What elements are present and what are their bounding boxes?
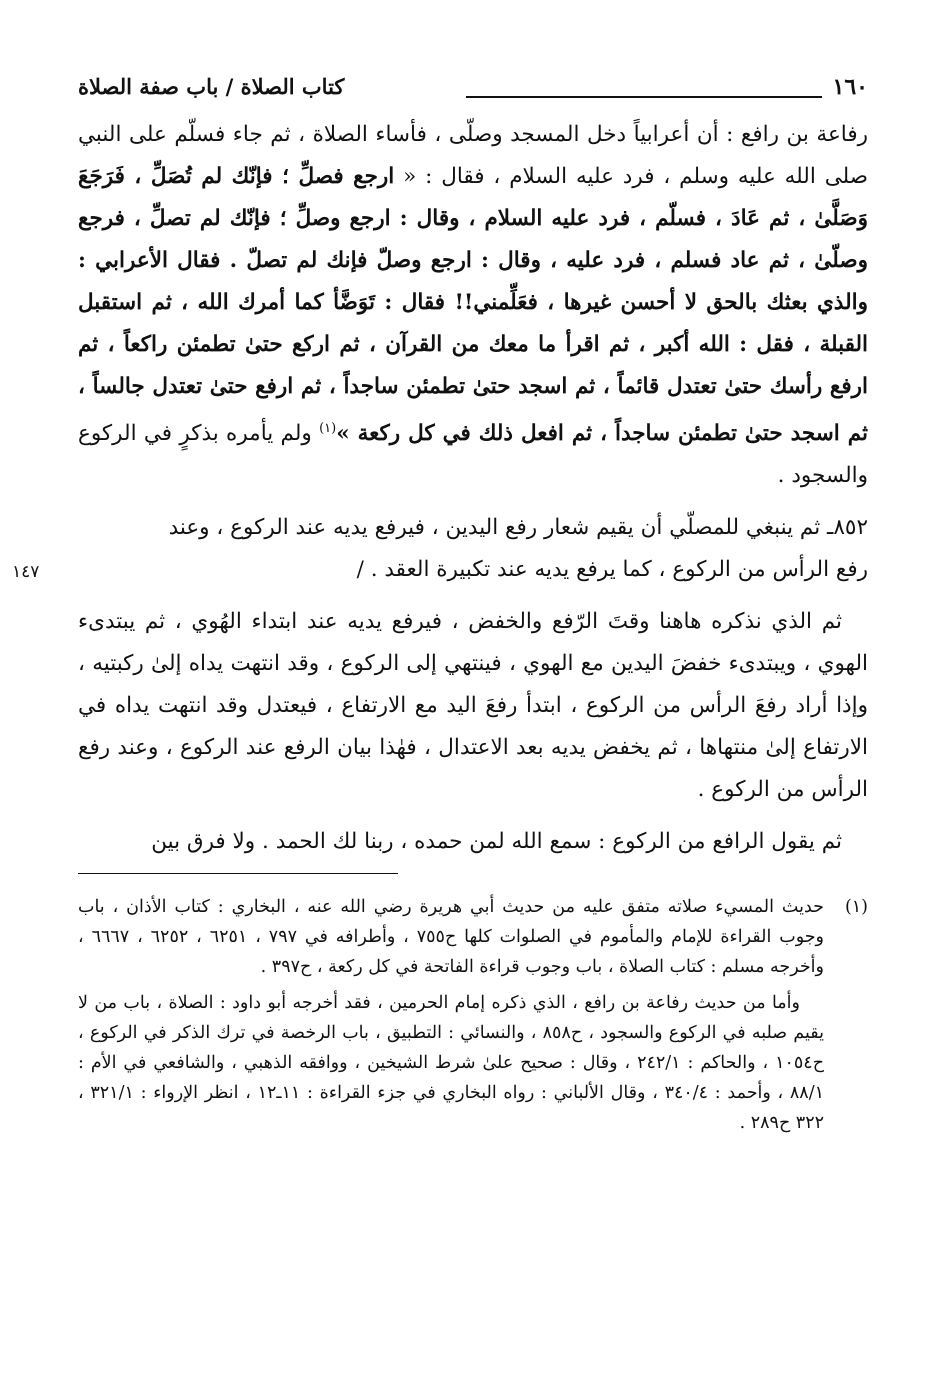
footnote-paragraph-2: وأما من حديث رفاعة بن رافع ، الذي ذكره إمام الحرمين ، فقد أخرجه أبو داود : الصلاة ، باب من لا يقيم صلبه في الركوع والسجود ، ح٨٥٨ ، والنسائي : التطبيق ، باب الرخصة في ترك الذكر في الركوع ، ح١٠٥٤ ، والحاكم : ٢٤٢/١ ، وقال : صحيح علىٰ شرط الشيخين ، ووافقه الذهبي ، والشافعي في الأم : ٨٨/١ ، وأحمد : ٣٤٠/٤ ، وقال الألباني : رواه البخاري في جزء القراءة : ١١ـ١٢ ، انظر الإرواء : ٣٢١/١ ، ٣٢٢ ح٢٨٩ . — [78, 993, 825, 1134]
footnote-body — [78, 892, 824, 1138]
header-rule — [466, 96, 822, 98]
book-page — [12, 70, 868, 1370]
page-number: ١٦٠ — [832, 74, 868, 100]
footnote-number: (١) — [844, 897, 868, 918]
footnotes — [78, 892, 868, 1138]
paragraph-raising-lowering: ثم الذي نذكره هاهنا وقتَ الرّفع والخفض ، فيرفع يديه عند ابتداء الهُوي ، ثم يبتدىء الهوي ، ويبتدىء خفضَ اليدين مع الهوي ، فينتهي إلى الركوع ، وقد انتهت يداه إلىٰ ركبتيه ، وإذا أراد رفعَ الرأس من الركوع ، ابتدأ رفعَ اليد مع الارتفاع ، فيعتدل وقد انتهت يداه في الارتفاع إلىٰ منتهاها ، ثم يخفض يديه بعد الاعتدال ، فهٰذا بيان الرفع عند الركوع ، وعند رفع الرأس من الركوع . — [78, 609, 868, 803]
paragraph-hadith — [78, 114, 868, 497]
hadith-text: ارجع فصلِّ ؛ فإنّك لم تُصَلِّ ، فَرَجَعَ وَصَلَّىٰ ، ثم عَادَ ، فسلّم ، فرد عليه السلام ، وقال : ارجع وصلِّ ؛ فإنّك لم تصلِّ ، فرجع وصلّىٰ ، ثم عاد فسلم ، فرد عليه ، وقال : ارجع وصلّ فإنك لم تصلّ . فقال الأعرابي : والذي بعثك بالحق لا أحسن غيرها ، فعَلِّمني!! فقال : تَوَضَّأ كما أمرك الله ، ثم استقبل القبلة ، فقل : الله أكبر ، ثم اقرأ ما معك من القرآن ، ثم اركع حتىٰ تطمئن راكعاً ، ثم ارفع رأسك حتىٰ تعتدل قائماً ، ثم اسجد حتىٰ تطمئن ساجداً ، ثم ارفع حتىٰ تعتدل جالساً ، ثم اسجد حتىٰ تطمئن ساجداً ، ثم افعل ذلك في كل ركعة — [78, 164, 868, 447]
running-title: كتاب الصلاة / باب صفة الصلاة — [78, 74, 345, 99]
hadith-tail: ولم يأمره بذكرٍ في الركوع والسجود . — [78, 421, 868, 489]
footnote-paragraph-1: حديث المسيء صلاته متفق عليه من حديث أبي هريرة رضي الله عنه ، البخاري : كتاب الأذان ، باب وجوب القراءة للإمام والمأموم في الصلوات كلها ح٧٥٥ ، وأطرافه في ٧٩٧ ، ٦٢٥١ ، ٦٢٥٢ ، ٦٦٦٧ ، وأخرجه مسلم : كتاب الصلاة ، باب وجوب قراءة الفاتحة في كل ركعة ، ح٣٩٧ . — [78, 897, 824, 978]
hadith-close-quote: » — [336, 421, 358, 447]
footnote-separator — [78, 873, 398, 874]
main-text — [12, 114, 868, 863]
paragraph-852-line2: رفع الرأس من الركوع ، كما يرفع يديه عند تكبيرة العقد . / — [356, 557, 868, 583]
hadith-intro: رفاعة بن رافع : أن أعرابياً دخل المسجد وصلّى ، فأساء الصلاة ، ثم جاء فسلّم على النبي صلى الله عليه وسلم ، فرد عليه السلام ، فقال : « — [78, 122, 868, 189]
paragraph-tasmee: ثم يقول الرافع من الركوع : سمع الله لمن حمده ، ربنا لك الحمد . ولا فرق بين — [151, 829, 842, 855]
margin-folio-number: ١٤٧ — [12, 562, 40, 583]
footnote-1 — [78, 892, 868, 1138]
footnote-reference[interactable]: (١) — [319, 421, 337, 436]
paragraph-852-line1: ٨٥٢ـ ثم ينبغي للمصلّي أن يقيم شعار رفع اليدين ، فيرفع يديه عند الركوع ، وعند — [168, 515, 868, 541]
page-header — [78, 70, 868, 114]
paragraph-852 — [12, 507, 868, 591]
